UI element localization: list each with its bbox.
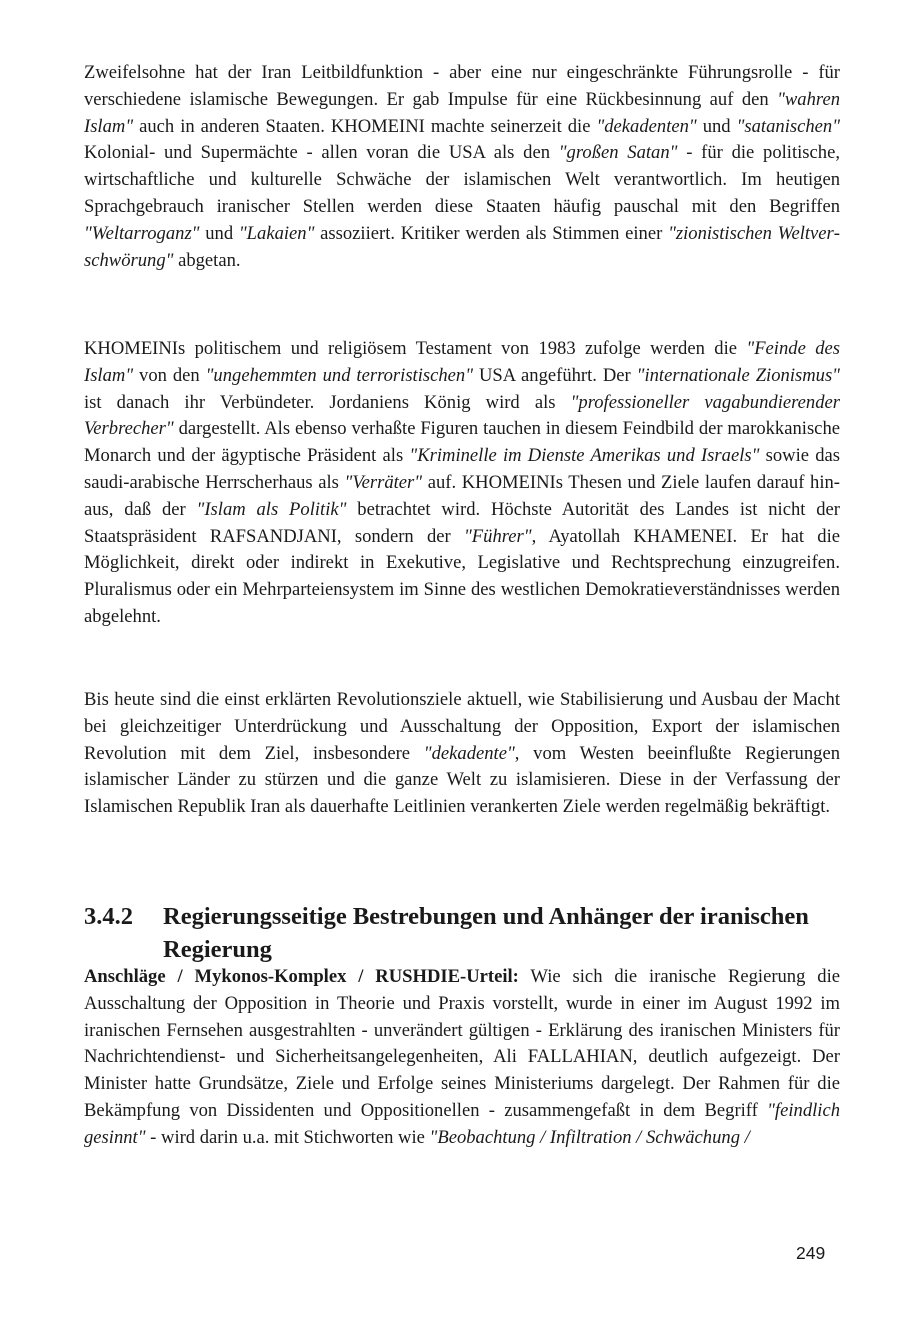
emphasis-italic: "dekadente" (423, 742, 515, 764)
emphasis-italic: "Islam als Politik" (196, 498, 347, 520)
emphasis-italic: "Kriminelle im Dienste Amerikas und Israels" (409, 445, 760, 467)
text-run: betrachtet wird. Höchste Autorität des Landes ist nicht der Staatspräsident RAFSANDJANI, sondern der (84, 498, 840, 547)
emphasis-italic: "ungehemmten und terroristischen" (205, 364, 474, 386)
section-heading (84, 900, 840, 966)
text-run: KHOMEINIs politischem und religiösem Testament von 1983 zufolge werden die (84, 338, 747, 359)
text-run: assoziiert. Kritiker werden als Stimmen einer (314, 222, 669, 244)
paragraph-anschlaege (84, 964, 840, 1152)
page-number: 249 (796, 1243, 826, 1263)
paragraph-khomeini-leitbild (84, 60, 840, 274)
emphasis-bold: Anschläge / Mykonos-Komplex / RUSHDIE-Urteil: (84, 966, 519, 987)
text-run: auch in anderen Staaten. KHOMEINI machte seinerzeit die (133, 115, 597, 137)
text-run: ist danach ihr Verbündeter. Jordaniens König wird als (84, 391, 571, 413)
emphasis-italic: "feindlich gesinnt" (84, 1099, 840, 1148)
emphasis-italic: "wahren Islam" (84, 88, 840, 137)
text-run: Wie sich die iranische Regierung die Ausschaltung der Opposition in Theorie und Praxis vorstellt, wurde in einer im August 1992 im iranischen Fernsehen ausgestrahlten - unverändert gültigen - Erklärung des iranischen Ministers für Nachrichtendienst- und Sicherheitsangelegenheiten, Ali FALLAHIAN, deutlich aufgezeigt. Der Minister hatte Grundsätze, Ziele und Erfolge seines Ministeriums dargelegt. Der Rahmen für die Bekämpfung von Dissidenten und Oppositionellen - zusammengefaßt in dem Begriff (84, 966, 840, 1121)
text-run: , vom Westen beeinflußte Regierungen islamischer Länder zu stürzen und die ganze Welt zu islamisieren. Diese in der Verfassung der Islamischen Republik Iran als dauerhafte Leitlinien verankerten Ziele werden regelmäßig bekräftigt. (84, 742, 840, 818)
emphasis-italic: "satanischen" (736, 115, 841, 137)
emphasis-italic: "Lakaien" (238, 222, 315, 244)
emphasis-italic: "Weltarroganz" (84, 222, 200, 244)
text-run: von den (133, 364, 206, 386)
emphasis-italic: "Feinde des Islam" (84, 338, 841, 386)
paragraph-revolutionsziele (84, 687, 840, 821)
section-title: Regierungsseitige Bestrebungen und Anhänger der iranischen Regierung (163, 903, 809, 963)
emphasis-italic: "Verräter" (344, 471, 423, 493)
emphasis-italic: "Führer" (464, 525, 532, 547)
emphasis-italic: "professioneller vagabundierender Verbrecher" (84, 391, 840, 440)
text-run: Kolonial- und Supermächte - allen voran die USA als den (84, 142, 559, 164)
text-run: Zweifelsohne hat der Iran Leitbildfunktion - aber eine nur eingeschränkte Führungsrolle - für verschiedene islamische Bewegungen. Er gab Impulse für eine Rückbesinnung auf den (84, 62, 840, 110)
text-run: - für die politische, wirtschaftliche und kulturelle Schwäche der islamischen Welt verantwortlich. Im heutigen Sprachgebrauch iranischer Stellen werden diese Staaten häufig pauschal mit den Begriffen (84, 142, 840, 217)
text-run: auf. KHOMEINIs Thesen und Ziele laufen darauf hinaus, daß der (84, 471, 840, 520)
text-run: und (696, 115, 737, 137)
text-run: sowie das saudi-arabische Herrscherhaus als (84, 445, 840, 493)
text-run: dargestellt. Als ebenso verhaßte Figuren tauchen in diesem Feindbild der marokkanische Monarch und der ägyptische Präsident als (84, 418, 840, 467)
paragraph-khomeini-testament (84, 336, 840, 631)
emphasis-italic: "Beobachtung / Infiltration / Schwächung / (429, 1126, 750, 1148)
text-run: , Ayatollah KHAMENEI. Er hat die Möglichkeit, direkt oder indirekt in Exekutive, Legislative und Rechtsprechung einzugreifen. Pluralismus oder ein Mehrparteiensystem im Sinne des westlichen Demokratieverständnisses werden abgelehnt. (84, 525, 840, 627)
emphasis-italic: "großen Satan" (558, 142, 678, 164)
emphasis-italic: "dekadenten" (596, 115, 697, 137)
text-run: Bis heute sind die einst erklärten Revolutionsziele aktuell, wie Stabilisierung und Ausbau der Macht bei gleichzeitiger Unterdrückung und Ausschaltung der Opposition, Export der islamischen Revolution mit dem Ziel, insbesondere (84, 689, 840, 764)
text-run: - wird darin u.a. mit Stichworten wie (145, 1126, 430, 1148)
text-run: abgetan. (173, 249, 241, 271)
emphasis-italic: "zionistischen Weltverschwörung" (84, 222, 840, 271)
text-run: USA angeführt. Der (473, 364, 637, 386)
section-number: 3.4.2 (84, 903, 133, 930)
text-run: und (199, 222, 239, 244)
emphasis-italic: "internationale Zionismus" (636, 364, 840, 386)
